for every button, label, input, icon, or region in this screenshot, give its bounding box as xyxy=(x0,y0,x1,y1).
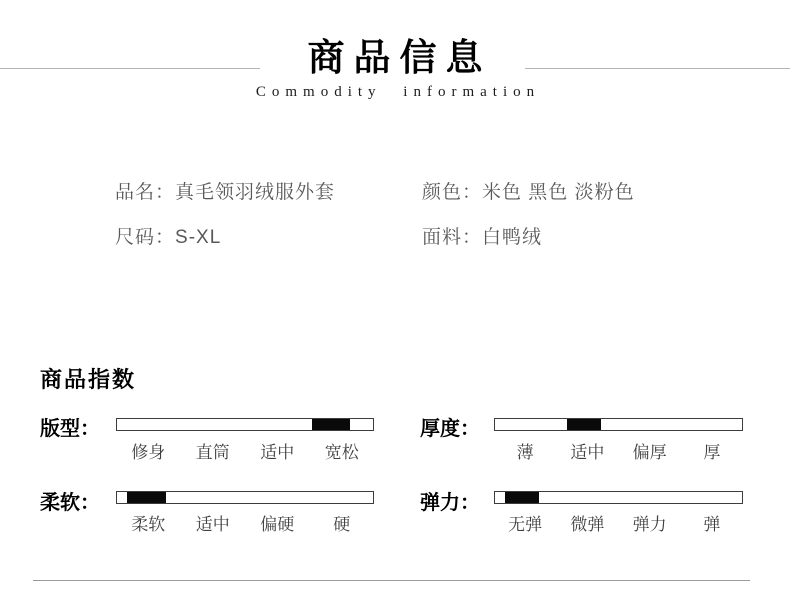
product-fabric-row xyxy=(422,222,542,249)
slider-fit-marker xyxy=(312,419,350,430)
slider-fit-title: 版型： xyxy=(40,418,100,440)
scale-label: 弹力 xyxy=(632,515,667,534)
slider-elasticity-bar xyxy=(494,491,743,504)
product-name-row xyxy=(115,177,335,204)
slider-thickness-scale xyxy=(494,438,743,463)
scale-label: 柔软 xyxy=(131,515,166,534)
page-subtitle: Commodity information xyxy=(255,84,541,100)
bottom-rule xyxy=(33,580,750,581)
scale-label: 薄 xyxy=(516,443,534,462)
product-fabric-value: 白鸭绒 xyxy=(482,227,543,248)
scale-label: 无弹 xyxy=(508,515,543,534)
product-color-row xyxy=(422,177,635,204)
slider-elasticity-title: 弹力： xyxy=(420,492,480,514)
scale-label: 直筒 xyxy=(195,443,230,462)
scale-label: 微弹 xyxy=(570,515,605,534)
product-color-value: 米色 黑色 淡粉色 xyxy=(482,182,635,203)
product-size-row xyxy=(115,222,221,249)
scale-label: 适中 xyxy=(195,515,230,534)
slider-softness-title: 柔软： xyxy=(40,492,100,514)
product-color-label: 颜色： xyxy=(422,182,483,203)
scale-label: 修身 xyxy=(131,443,166,462)
scale-label: 适中 xyxy=(570,443,605,462)
product-size-label: 尺码： xyxy=(115,227,176,248)
scale-label: 偏厚 xyxy=(632,443,667,462)
slider-thickness-bar xyxy=(494,418,743,431)
product-name-label: 品名： xyxy=(115,182,176,203)
scale-label: 厚 xyxy=(703,443,721,462)
slider-softness-scale xyxy=(116,510,374,535)
scale-label: 弹 xyxy=(703,515,721,534)
slider-softness-marker xyxy=(127,492,165,503)
slider-elasticity-marker xyxy=(505,492,540,503)
slider-softness-bar xyxy=(116,491,374,504)
slider-fit-bar xyxy=(116,418,374,431)
product-fabric-label: 面料： xyxy=(422,227,483,248)
slider-fit-scale xyxy=(116,438,374,463)
product-name-value: 真毛领羽绒服外套 xyxy=(175,182,336,203)
slider-thickness-title: 厚度： xyxy=(420,418,480,440)
index-section-heading: 商品指数 xyxy=(40,367,137,392)
scale-label: 适中 xyxy=(260,443,295,462)
slider-elasticity-scale xyxy=(494,510,743,535)
product-size-value: S-XL xyxy=(175,227,222,248)
page-title: 商品信息 xyxy=(307,37,492,78)
scale-label: 偏硬 xyxy=(260,515,295,534)
scale-label: 硬 xyxy=(333,515,351,534)
scale-label: 宽松 xyxy=(324,443,359,462)
slider-thickness-marker xyxy=(567,419,602,430)
